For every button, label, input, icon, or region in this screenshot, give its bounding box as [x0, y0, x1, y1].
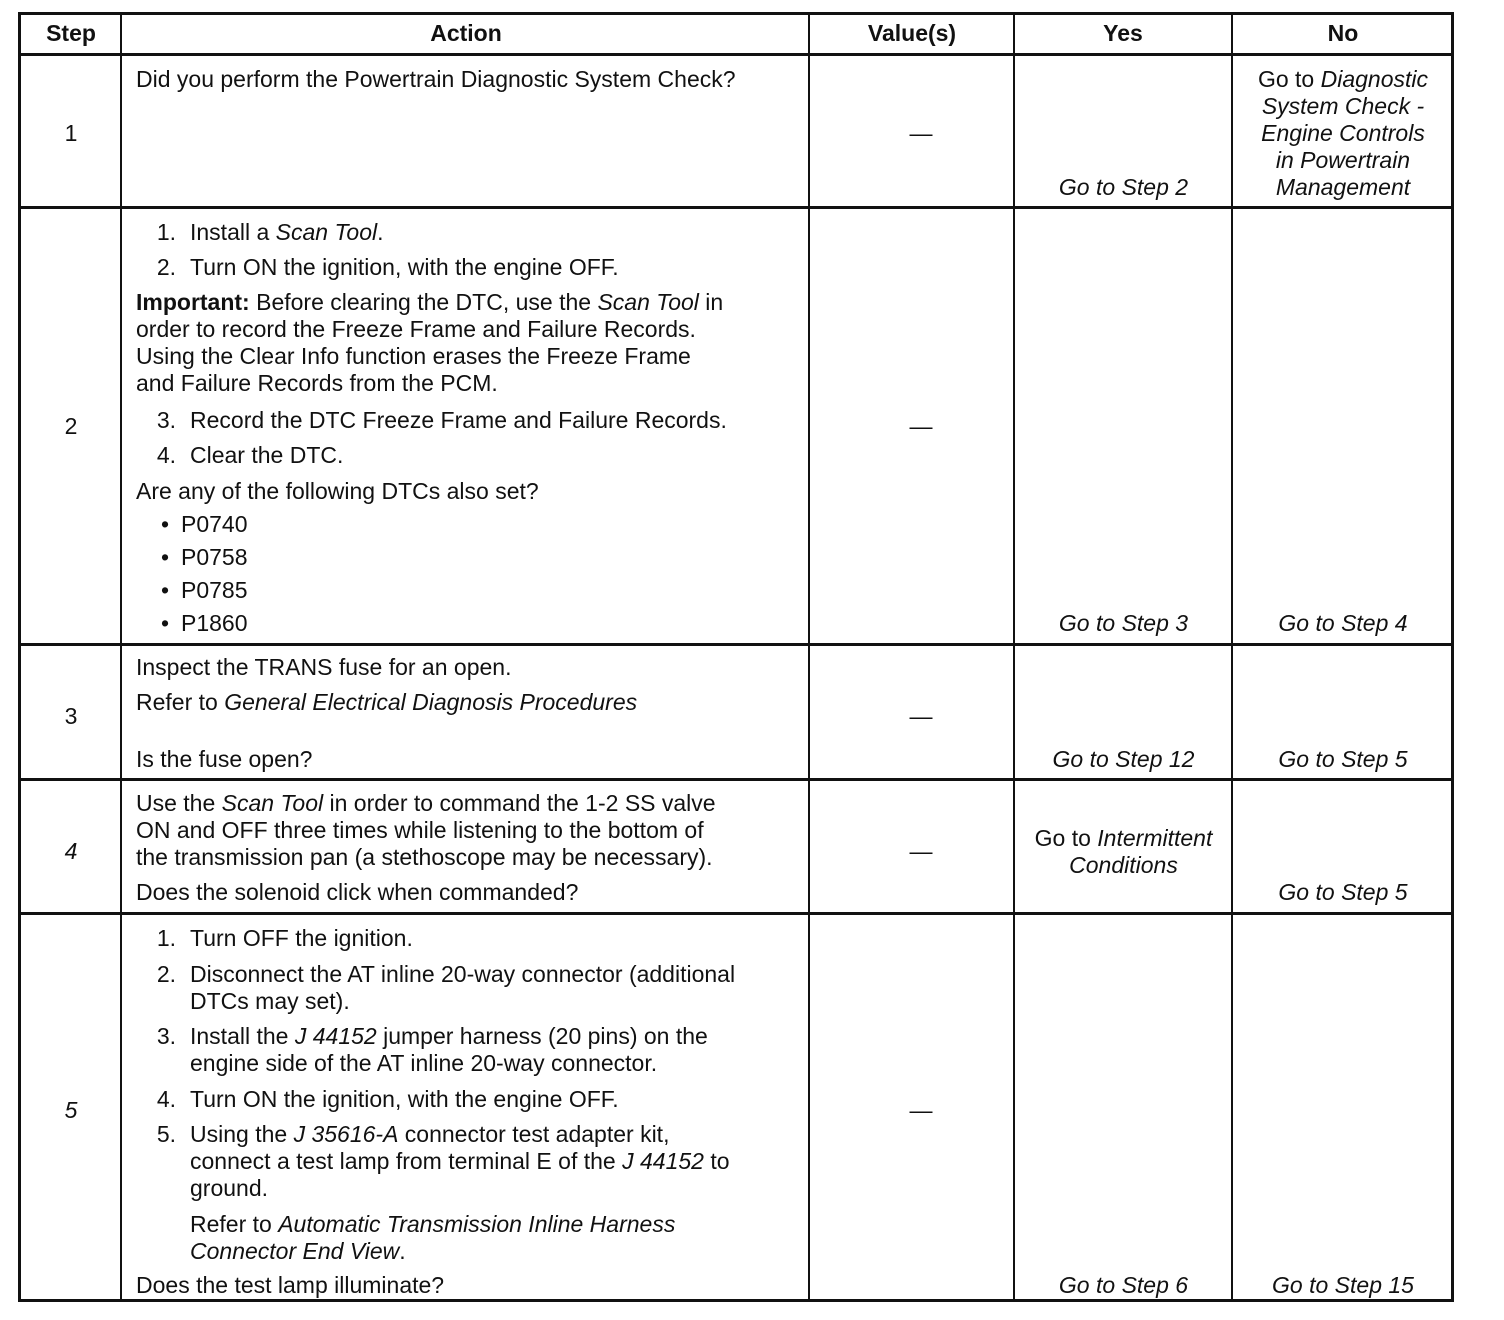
bullet-item: • P0758 — [161, 544, 248, 570]
no-link[interactable]: Go to Step 5 — [1278, 746, 1408, 772]
question-text: Does the test lamp illuminate? — [136, 1272, 445, 1298]
table-row — [21, 53, 1451, 209]
header-row — [21, 15, 1451, 53]
no-line: Management — [1275, 174, 1411, 200]
diagnostic-table — [18, 12, 1454, 1302]
yes-link[interactable]: Go to Intermittent Conditions — [1034, 825, 1213, 878]
refer-text: Refer to General Electrical Diagnosis Procedures — [136, 689, 638, 715]
table-row — [21, 643, 1451, 781]
value-dash: — — [909, 703, 933, 729]
value-dash: — — [909, 1097, 933, 1123]
no-line: System Check - — [1261, 93, 1425, 119]
value-dash: — — [909, 120, 933, 146]
no-line: Engine Controls — [1261, 120, 1425, 146]
action-text: Use the Scan Tool in order to command the 1-2 SS valve ON and OFF three times while listening to the bottom of the transmission pan (a stethoscope may be necessary). — [136, 790, 716, 870]
no-line: in Powertrain — [1275, 147, 1411, 173]
value-dash: — — [909, 413, 933, 439]
no-link[interactable]: Go to Step 15 — [1272, 1272, 1414, 1298]
step-number: 1 — [64, 120, 78, 146]
header-step: Step — [46, 20, 96, 46]
table-row: 5 1. Turn OFF the ignition. 2. Disconnect the AT inline 20-way connector (additional DTCs may set). 3. Install the J 44152 jumper harness (20 pins) on the engine side of the AT inline 20-way connector. 4. Turn ON the ignition, with the engine OFF. 5. Using the J 35616-A connector test adapter kit, connect a test lamp from terminal E of the J 44152 to ground. Refer to Automatic Transmission Inline Harness Connector End View. Does the test lamp illuminate? — Go to Step 6 Go to Step 15 — [21, 912, 1451, 1305]
table-row — [21, 778, 1451, 915]
bullet-item: • P1860 — [161, 610, 248, 636]
step-number: 5 — [64, 1097, 78, 1123]
no-link[interactable]: Go to Step 4 — [1278, 610, 1408, 636]
action-text: Did you perform the Powertrain Diagnostic System Check? — [136, 66, 736, 92]
question-text: Are any of the following DTCs also set? — [136, 478, 539, 504]
no-line: Diagnostic — [1320, 66, 1429, 92]
header-no: No — [1327, 20, 1359, 46]
refer-text: Refer to Automatic Transmission Inline Harness Connector End View. — [190, 1211, 676, 1264]
yes-link[interactable]: Go to Step 12 — [1052, 746, 1195, 772]
bullet-item: • P0740 — [161, 511, 248, 537]
step-number: 4 — [64, 838, 78, 864]
no-link[interactable] — [1233, 66, 1453, 201]
header-values: Value(s) — [867, 20, 957, 46]
step-number: 2 — [64, 413, 78, 439]
no-prefix: Go to — [1257, 66, 1315, 92]
question-text: Does the solenoid click when commanded? — [136, 879, 579, 905]
question-text: Is the fuse open? — [136, 746, 313, 772]
no-link[interactable]: Go to Step 5 — [1278, 879, 1408, 905]
step-number: 3 — [64, 703, 78, 729]
yes-link[interactable]: Go to Step 3 — [1058, 610, 1189, 636]
yes-link[interactable]: Go to Step 6 — [1058, 1272, 1189, 1298]
bullet-item: • P0785 — [161, 577, 248, 603]
header-yes: Yes — [1103, 20, 1143, 46]
value-dash: — — [909, 838, 933, 864]
yes-link[interactable]: Go to Step 2 — [1058, 174, 1189, 200]
table-row: 2 1. Install a Scan Tool. 2. Turn ON the ignition, with the engine OFF. Important: Before clearing the DTC, use the Scan Tool in order to record the Freeze Frame and Failure Records. Using the Clear Info function erases the Freeze Frame and Failure Records from the PCM. 3. Record the DTC Freeze Frame and Failure Records. 4. Clear the DTC. Are any of the following DTCs also set? • P0740 • P0758 • P0785 • P1860 — Go to Step 3 Go to Step 4 — [21, 206, 1451, 646]
important-note: Important: Before clearing the DTC, use the Scan Tool in order to record the Freeze Frame and Failure Records. Using the Clear Info function erases the Freeze Frame and Failure Records from the PCM. — [136, 289, 724, 396]
action-text: Inspect the TRANS fuse for an open. — [136, 654, 512, 680]
header-action: Action — [430, 20, 502, 46]
